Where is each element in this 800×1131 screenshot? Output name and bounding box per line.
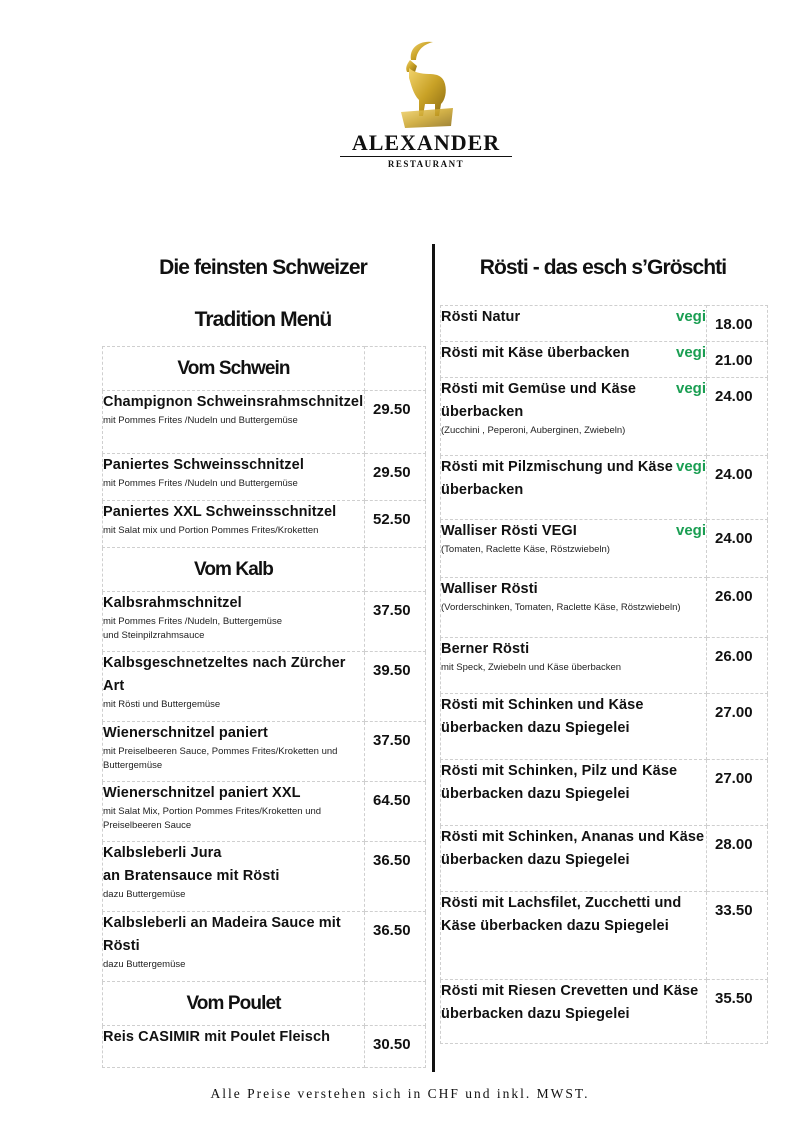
menu-item-price-cell [365, 912, 426, 982]
vegi-badge: vegi [675, 344, 706, 361]
section-row [103, 548, 426, 592]
section-blank [365, 548, 425, 591]
rosti-item-price: 24.00 [715, 530, 753, 547]
rosti-item-price-cell [707, 892, 768, 980]
menu-item-name: Kalbsgeschnetzeltes nach Zürcher Art [103, 655, 346, 694]
rosti-item-row [441, 980, 768, 1044]
rosti-item-name: Walliser Rösti [441, 581, 538, 597]
menu-item-row [103, 501, 426, 548]
rosti-item-name: Rösti mit Lachsfilet, Zucchetti und Käse überbacken dazu Spiegelei [441, 895, 682, 934]
menu-item-name: Kalbsleberli Jura an Bratensauce mit Rösti [103, 845, 280, 884]
menu-item-price: 29.50 [373, 401, 411, 418]
rosti-item-cell [441, 760, 707, 826]
menu-item-row [103, 592, 426, 652]
menu-item-name: Wienerschnitzel paniert XXL [103, 785, 301, 801]
menu-item-price-cell [365, 722, 426, 782]
menu-item-cell [103, 842, 365, 912]
menu-item-price-cell [365, 592, 426, 652]
menu-item-cell [103, 722, 365, 782]
menu-item-name: Wienerschnitzel paniert [103, 725, 268, 741]
vegi-badge: vegi [675, 522, 706, 539]
rosti-item-price: 26.00 [715, 588, 753, 605]
menu-item-desc: mit Pommes Frites /Nudeln und Buttergemüse [103, 478, 298, 489]
menu-item-price-cell [365, 1026, 426, 1068]
menu-item-row [103, 782, 426, 842]
rosti-item-price-cell [707, 456, 768, 520]
rosti-item-name: Rösti mit Gemüse und Käse überbacken [441, 381, 637, 420]
rosti-item-name: Rösti mit Riesen Crevetten und Käse überbacken dazu Spiegelei [441, 983, 699, 1022]
rosti-item-row [441, 638, 768, 694]
rosti-item-row [441, 694, 768, 760]
rosti-item-cell [441, 306, 707, 342]
menu-item-price-cell [365, 652, 426, 722]
rosti-item-price-cell [707, 306, 768, 342]
menu-item-price-cell [365, 454, 426, 501]
rosti-item-name: Rösti mit Käse überbacken [441, 345, 630, 361]
rosti-item-row [441, 826, 768, 892]
menu-item-name: Reis CASIMIR mit Poulet Fleisch [103, 1029, 331, 1045]
rosti-menu-table [440, 305, 768, 1044]
section-blank-cell [365, 548, 426, 592]
menu-item-price: 64.50 [373, 792, 411, 809]
menu-item-cell [103, 592, 365, 652]
restaurant-logo [340, 38, 512, 170]
rosti-item-cell [441, 980, 707, 1044]
rosti-item-price: 28.00 [715, 836, 753, 853]
tradition-menu-table [102, 346, 426, 1068]
vegi-badge: vegi [675, 380, 706, 397]
rosti-item-price: 21.00 [715, 352, 753, 369]
rosti-item-price-cell [707, 760, 768, 826]
section-blank-cell [365, 347, 426, 391]
menu-item-cell [103, 912, 365, 982]
left-heading-line2: Tradition Menü [194, 308, 332, 331]
menu-item-name: Kalbsrahmschnitzel [103, 595, 242, 611]
rosti-item-desc: (Zucchini , Peperoni, Auberginen, Zwiebeln) [441, 425, 626, 436]
menu-item-desc: mit Rösti und Buttergemüse [103, 699, 221, 710]
menu-item-desc: mit Salat Mix, Portion Pommes Frites/Kroketten und Preiselbeeren Sauce [103, 806, 322, 831]
vegi-badge: vegi [675, 458, 706, 475]
vegi-badge: vegi [675, 308, 706, 325]
brand-subtitle: RESTAURANT [387, 159, 465, 169]
section-title: Vom Kalb [193, 559, 273, 580]
menu-item-row [103, 722, 426, 782]
brand-rule [340, 156, 512, 157]
rosti-item-cell [441, 342, 707, 378]
rosti-item-row [441, 892, 768, 980]
menu-item-cell [103, 501, 365, 548]
rosti-heading: Rösti - das esch s’Gröschti [479, 256, 727, 279]
menu-item-desc: mit Salat mix und Portion Pommes Frites/Kroketten [103, 525, 319, 536]
menu-item-price-cell [365, 501, 426, 548]
rosti-item-name: Rösti mit Schinken, Pilz und Käse überbacken dazu Spiegelei [441, 763, 678, 802]
rosti-item-price: 27.00 [715, 770, 753, 787]
left-heading-line1: Die feinsten Schweizer [159, 256, 367, 279]
menu-item-row [103, 912, 426, 982]
rosti-item-price-cell [707, 378, 768, 456]
menu-item-row [103, 652, 426, 722]
menu-item-name: Champignon Schweinsrahmschnitzel [103, 394, 364, 410]
rosti-item-cell [441, 892, 707, 980]
rosti-item-row [441, 378, 768, 456]
menu-item-price: 52.50 [373, 511, 411, 528]
menu-item-price: 30.50 [373, 1036, 411, 1053]
section-blank-cell [365, 982, 426, 1026]
rosti-item-name: Rösti mit Schinken, Ananas und Käse überbacken dazu Spiegelei [441, 829, 705, 868]
rosti-item-cell [441, 638, 707, 694]
menu-item-desc: dazu Buttergemüse [103, 889, 186, 900]
menu-item-price: 37.50 [373, 602, 411, 619]
rosti-item-price: 33.50 [715, 902, 753, 919]
rosti-item-name: Berner Rösti [441, 641, 530, 657]
rosti-item-name: Rösti mit Pilzmischung und Käse überbacken [441, 459, 673, 498]
rosti-item-price: 24.00 [715, 466, 753, 483]
rosti-item-cell [441, 578, 707, 638]
rosti-item-price-cell [707, 342, 768, 378]
menu-item-price: 36.50 [373, 922, 411, 939]
rosti-item-price-cell [707, 980, 768, 1044]
rosti-item-cell [441, 378, 707, 456]
menu-item-row [103, 1026, 426, 1068]
rosti-item-row [441, 342, 768, 378]
rosti-item-name: Walliser Rösti VEGI [441, 523, 577, 539]
rosti-item-price: 18.00 [715, 316, 753, 333]
rosti-item-price-cell [707, 638, 768, 694]
rosti-item-row [441, 760, 768, 826]
brand-name: ALEXANDER [351, 130, 501, 155]
rosti-item-price-cell [707, 826, 768, 892]
rosti-item-price: 26.00 [715, 648, 753, 665]
menu-item-cell [103, 652, 365, 722]
menu-item-price-cell [365, 391, 426, 454]
rosti-item-price: 24.00 [715, 388, 753, 405]
menu-item-price-cell [365, 782, 426, 842]
rosti-item-desc: mit Speck, Zwiebeln und Käse überbacken [441, 662, 622, 673]
section-blank [365, 347, 425, 390]
section-title: Vom Schwein [177, 358, 290, 379]
menu-item-price: 39.50 [373, 662, 411, 679]
rosti-item-desc: (Tomaten, Raclette Käse, Röstzwiebeln) [441, 544, 610, 555]
menu-item-price: 37.50 [373, 732, 411, 749]
menu-item-row [103, 454, 426, 501]
rosti-item-price-cell [707, 520, 768, 578]
section-row [103, 347, 426, 391]
section-row [103, 982, 426, 1026]
rosti-item-price: 35.50 [715, 990, 753, 1007]
menu-item-price: 29.50 [373, 464, 411, 481]
section-title-cell [103, 548, 365, 592]
section-title: Vom Poulet [186, 993, 281, 1014]
section-title-cell [103, 982, 365, 1026]
menu-item-cell [103, 391, 365, 454]
menu-item-cell [103, 1026, 365, 1068]
rosti-item-price-cell [707, 694, 768, 760]
rosti-item-row [441, 578, 768, 638]
price-note: Alle Preise verstehen sich in CHF und inkl. MWST. [210, 1086, 590, 1101]
menu-item-cell [103, 454, 365, 501]
menu-item-name: Kalbsleberli an Madeira Sauce mit Rösti [103, 915, 341, 954]
rosti-item-price: 27.00 [715, 704, 753, 721]
menu-item-desc: mit Pommes Frites /Nudeln und Buttergemüse [103, 415, 298, 426]
menu-item-name: Paniertes Schweinsschnitzel [103, 457, 304, 473]
menu-item-name: Paniertes XXL Schweinsschnitzel [103, 504, 337, 520]
rosti-item-desc: (Vorderschinken, Tomaten, Raclette Käse, Röstzwiebeln) [441, 602, 681, 613]
menu-item-price: 36.50 [373, 852, 411, 869]
column-divider [432, 244, 435, 1072]
section-blank [365, 982, 425, 1025]
rosti-item-cell [441, 456, 707, 520]
menu-item-price-cell [365, 842, 426, 912]
rosti-item-row [441, 306, 768, 342]
menu-item-cell [103, 782, 365, 842]
menu-item-desc: mit Preiselbeeren Sauce, Pommes Frites/Kroketten und Buttergemüse [103, 746, 338, 771]
section-title-cell [103, 347, 365, 391]
rosti-item-name: Rösti mit Schinken und Käse überbacken dazu Spiegelei [441, 697, 644, 736]
rosti-item-row [441, 456, 768, 520]
rosti-item-cell [441, 694, 707, 760]
menu-item-row [103, 391, 426, 454]
menu-item-desc: dazu Buttergemüse [103, 959, 186, 970]
rosti-item-price-cell [707, 578, 768, 638]
rosti-item-name: Rösti Natur [441, 309, 521, 325]
menu-item-desc: mit Pommes Frites /Nudeln, Buttergemüse und Steinpilzrahmsauce [103, 616, 282, 641]
rosti-item-cell [441, 520, 707, 578]
rosti-item-cell [441, 826, 707, 892]
ibex-icon [395, 38, 457, 130]
rosti-item-row [441, 520, 768, 578]
menu-item-row [103, 842, 426, 912]
